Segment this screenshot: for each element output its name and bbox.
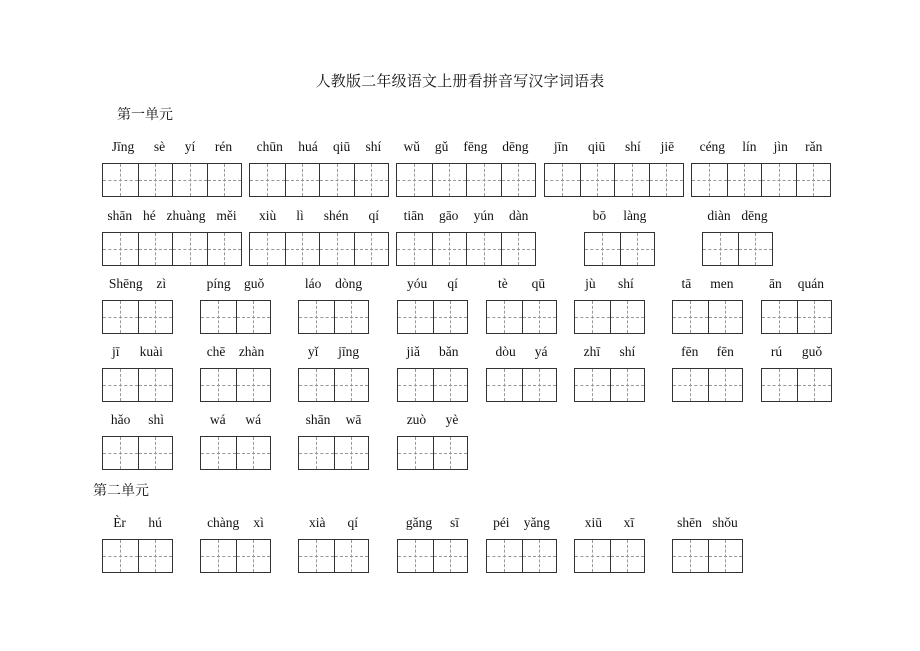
pinyin-row [486,515,557,531]
tianzige-grid [761,368,832,402]
pinyin-syllable: xià [308,515,326,530]
pinyin-syllable: rǎn [805,139,823,154]
tianzige-grid [574,368,645,402]
word-group [574,276,645,334]
writing-cell[interactable] [501,233,536,265]
pinyin-syllable: Jīng [111,139,135,154]
word-group [397,276,468,334]
pinyin-row [397,276,468,292]
writing-cell[interactable] [762,301,797,333]
writing-cell[interactable] [103,369,138,401]
tianzige-grid [298,368,369,402]
word-group [298,276,369,334]
pinyin-syllable: fēn [681,344,699,359]
pinyin-syllable: zuò [406,412,427,427]
pinyin-syllable: qí [447,276,458,291]
writing-cell[interactable] [103,164,138,196]
pinyin-syllable: yún [473,208,494,223]
writing-cell[interactable] [299,369,334,401]
pinyin-syllable: bō [592,208,607,223]
pinyin-syllable: zhàn [238,344,265,359]
pinyin-syllable: shí [619,344,636,359]
writing-cell[interactable] [708,540,743,572]
pinyin-syllable: qiū [587,139,606,154]
tianzige-grid [298,300,369,334]
pinyin-row [761,276,832,292]
tianzige-grid [298,539,369,573]
tianzige-grid [298,436,369,470]
tianzige-grid [200,436,271,470]
tianzige-grid [574,300,645,334]
pinyin-syllable: guǒ [244,276,265,291]
unit-heading: 第一单元 [117,108,173,123]
pinyin-syllable: men [710,276,734,291]
pinyin-syllable: hú [148,515,162,530]
writing-cell[interactable] [201,437,236,469]
tianzige-grid [544,163,684,197]
word-group [298,412,369,470]
pinyin-syllable: xì [253,515,264,530]
pinyin-row [200,515,271,531]
pinyin-row [702,208,773,224]
pinyin-syllable: yǎng [523,515,550,530]
tianzige-grid [102,368,173,402]
pinyin-syllable: wā [345,412,362,427]
writing-cell[interactable] [250,164,285,196]
pinyin-row [200,412,271,428]
pinyin-syllable: jù [585,276,596,291]
pinyin-row [584,208,655,224]
pinyin-syllable: chūn [256,139,283,154]
writing-cell[interactable] [620,233,655,265]
pinyin-row [396,208,536,224]
writing-cell[interactable] [319,233,354,265]
writing-cell[interactable] [738,233,773,265]
writing-cell[interactable] [796,164,831,196]
writing-cell[interactable] [610,540,645,572]
word-group [200,412,271,470]
pinyin-row [102,276,173,292]
pinyin-syllable: xī [623,515,635,530]
writing-cell[interactable] [285,164,320,196]
pinyin-syllable: huá [298,139,318,154]
word-group [397,344,468,402]
writing-cell[interactable] [522,369,557,401]
writing-cell[interactable] [649,164,684,196]
writing-cell[interactable] [334,301,369,333]
writing-cell[interactable] [487,369,522,401]
pinyin-syllable: jiē [660,139,675,154]
pinyin-syllable: shēn [677,515,702,530]
pinyin-row [486,344,557,360]
pinyin-syllable: guǒ [801,344,823,359]
pinyin-row [397,344,468,360]
word-group [397,515,468,573]
word-group [702,208,773,266]
writing-cell[interactable] [236,369,271,401]
writing-cell[interactable] [236,540,271,572]
pinyin-syllable: ān [769,276,782,291]
writing-cell[interactable] [580,164,615,196]
pinyin-row [761,344,832,360]
pinyin-syllable: chàng [207,515,240,530]
pinyin-row [544,139,684,155]
writing-cell[interactable] [761,164,796,196]
word-group [102,276,173,334]
writing-cell[interactable] [138,164,173,196]
pinyin-syllable: jìn [773,139,788,154]
writing-cell[interactable] [575,540,610,572]
pinyin-syllable: tè [497,276,508,291]
writing-cell[interactable] [398,301,433,333]
word-group [544,139,684,197]
tianzige-grid [486,539,557,573]
pinyin-syllable: qí [368,208,379,223]
writing-cell[interactable] [103,437,138,469]
writing-cell[interactable] [522,540,557,572]
pinyin-syllable: chē [206,344,226,359]
pinyin-syllable: dòu [495,344,516,359]
word-group [200,276,271,334]
pinyin-syllable: lín [742,139,757,154]
pinyin-syllable: zhī [583,344,601,359]
pinyin-row [574,276,645,292]
pinyin-syllable: quán [797,276,824,291]
writing-cell[interactable] [522,301,557,333]
pinyin-syllable: lì [296,208,304,223]
pinyin-syllable: gǔ [434,139,449,154]
pinyin-syllable: zì [156,276,167,291]
pinyin-syllable: diàn [707,208,731,223]
pinyin-syllable: yè [445,412,459,427]
tianzige-grid [486,368,557,402]
word-group [761,276,832,334]
writing-cell[interactable] [334,369,369,401]
tianzige-grid [397,436,468,470]
pinyin-row [298,515,369,531]
pinyin-syllable: dàn [508,208,529,223]
pinyin-syllable: jīng [338,344,360,359]
writing-cell[interactable] [614,164,649,196]
writing-cell[interactable] [762,369,797,401]
pinyin-syllable: zhuàng [166,208,206,223]
pinyin-syllable: gǎng [405,515,433,530]
writing-cell[interactable] [398,540,433,572]
pinyin-syllable: sī [450,515,460,530]
tianzige-grid [102,539,173,573]
writing-cell[interactable] [334,540,369,572]
pinyin-syllable: shí [365,139,382,154]
word-group [486,344,557,402]
pinyin-syllable: qiū [332,139,351,154]
writing-cell[interactable] [433,369,468,401]
tianzige-grid [249,232,389,266]
pinyin-syllable: xiù [258,208,277,223]
writing-cell[interactable] [138,437,173,469]
tianzige-grid [574,539,645,573]
tianzige-grid [691,163,831,197]
tianzige-grid [672,300,743,334]
writing-cell[interactable] [433,301,468,333]
word-group [672,344,743,402]
pinyin-syllable: tā [681,276,692,291]
word-group [584,208,655,266]
writing-cell[interactable] [201,540,236,572]
pinyin-syllable: jī [112,344,120,359]
writing-cell[interactable] [703,233,738,265]
writing-cell[interactable] [250,233,285,265]
pinyin-row [200,344,271,360]
pinyin-syllable: kuài [139,344,163,359]
tianzige-grid [200,368,271,402]
pinyin-syllable: hǎo [110,412,131,427]
pinyin-syllable: tiān [403,208,424,223]
writing-cell[interactable] [103,540,138,572]
tianzige-grid [584,232,655,266]
word-group [396,208,536,266]
pinyin-row [200,276,271,292]
pinyin-syllable: gāo [438,208,459,223]
tianzige-grid [397,539,468,573]
pinyin-syllable: bǎn [439,344,459,359]
tianzige-grid [200,300,271,334]
word-group [200,344,271,402]
word-group [102,344,173,402]
writing-cell[interactable] [285,233,320,265]
pinyin-syllable: qí [347,515,358,530]
word-group [672,276,743,334]
writing-cell[interactable] [207,233,242,265]
tianzige-grid [761,300,832,334]
writing-cell[interactable] [727,164,762,196]
writing-cell[interactable] [585,233,620,265]
word-group [761,344,832,402]
pinyin-syllable: rú [770,344,783,359]
pinyin-syllable: rén [214,139,233,154]
pinyin-syllable: fēng [463,139,488,154]
writing-cell[interactable] [433,437,468,469]
pinyin-syllable: yǐ [307,344,319,359]
pinyin-syllable: wá [245,412,262,427]
writing-cell[interactable] [398,369,433,401]
writing-cell[interactable] [432,164,467,196]
pinyin-syllable: wá [209,412,226,427]
writing-cell[interactable] [610,301,645,333]
word-group [249,208,389,266]
tianzige-grid [396,232,536,266]
pinyin-row [102,208,242,224]
pinyin-syllable: shān [107,208,133,223]
word-group [102,412,173,470]
word-group [102,208,242,266]
writing-cell[interactable] [708,369,743,401]
writing-cell[interactable] [172,233,207,265]
writing-cell[interactable] [299,540,334,572]
word-group [249,139,389,197]
pinyin-row [396,139,536,155]
pinyin-syllable: wǔ [403,139,420,154]
writing-cell[interactable] [466,233,501,265]
writing-cell[interactable] [797,369,832,401]
writing-cell[interactable] [299,437,334,469]
pinyin-syllable: xiū [584,515,603,530]
pinyin-syllable: shì [148,412,165,427]
pinyin-row [574,515,645,531]
pinyin-row [574,344,645,360]
writing-cell[interactable] [575,301,610,333]
writing-cell[interactable] [354,164,389,196]
pinyin-row [249,139,389,155]
writing-cell[interactable] [575,369,610,401]
writing-cell[interactable] [138,369,173,401]
writing-cell[interactable] [299,301,334,333]
writing-cell[interactable] [236,301,271,333]
writing-cell[interactable] [201,301,236,333]
pinyin-syllable: fēn [716,344,734,359]
pinyin-syllable: dòng [335,276,363,291]
pinyin-row [298,276,369,292]
pinyin-row [397,412,468,428]
writing-cell[interactable] [236,437,271,469]
tianzige-grid [102,300,173,334]
tianzige-grid [200,539,271,573]
pinyin-syllable: yí [184,139,196,154]
tianzige-grid [249,163,389,197]
writing-cell[interactable] [673,301,708,333]
pinyin-syllable: shén [323,208,349,223]
writing-cell[interactable] [201,369,236,401]
word-group [200,515,271,573]
writing-cell[interactable] [487,301,522,333]
word-group [691,139,831,197]
writing-cell[interactable] [207,164,242,196]
writing-cell[interactable] [673,369,708,401]
word-group [486,515,557,573]
writing-cell[interactable] [673,540,708,572]
word-group [574,344,645,402]
pinyin-row [102,344,173,360]
tianzige-grid [102,232,242,266]
tianzige-grid [397,300,468,334]
pinyin-row [486,276,557,292]
pinyin-row [672,276,743,292]
word-group [396,139,536,197]
pinyin-syllable: péi [493,515,510,530]
tianzige-grid [397,368,468,402]
writing-cell[interactable] [501,164,536,196]
writing-cell[interactable] [610,369,645,401]
pinyin-row [102,412,173,428]
pinyin-syllable: měi [216,208,237,223]
pinyin-syllable: shí [618,276,634,291]
pinyin-syllable: Shēng [108,276,143,291]
pinyin-row [691,139,831,155]
pinyin-row [249,208,389,224]
writing-cell[interactable] [397,164,432,196]
pinyin-syllable: hé [142,208,156,223]
pinyin-row [298,344,369,360]
writing-cell[interactable] [138,233,173,265]
tianzige-grid [102,436,173,470]
pinyin-row [102,139,242,155]
writing-cell[interactable] [487,540,522,572]
writing-cell[interactable] [319,164,354,196]
writing-cell[interactable] [797,301,832,333]
writing-cell[interactable] [138,301,173,333]
writing-cell[interactable] [172,164,207,196]
tianzige-grid [672,539,743,573]
writing-cell[interactable] [466,164,501,196]
word-group [298,344,369,402]
pinyin-row [672,344,743,360]
unit-heading: 第二单元 [93,484,149,499]
tianzige-grid [702,232,773,266]
word-group [102,139,242,197]
pinyin-syllable: sè [153,139,166,154]
pinyin-row [298,412,369,428]
pinyin-syllable: shān [305,412,331,427]
pinyin-syllable: làng [623,208,647,223]
writing-cell[interactable] [708,301,743,333]
tianzige-grid [102,163,242,197]
pinyin-row [672,515,743,531]
writing-cell[interactable] [398,437,433,469]
pinyin-syllable: dēng [502,139,529,154]
writing-cell[interactable] [692,164,727,196]
tianzige-grid [396,163,536,197]
pinyin-syllable: shí [625,139,641,154]
page-title: 人教版二年级语文上册看拼音写汉字词语表 [315,74,605,90]
tianzige-grid [486,300,557,334]
pinyin-syllable: yá [534,344,548,359]
pinyin-row [102,515,173,531]
pinyin-syllable: qū [531,276,546,291]
writing-cell[interactable] [334,437,369,469]
writing-cell[interactable] [432,233,467,265]
writing-cell[interactable] [138,540,173,572]
writing-cell[interactable] [397,233,432,265]
pinyin-row [397,515,468,531]
writing-cell[interactable] [545,164,580,196]
pinyin-syllable: yóu [407,276,428,291]
writing-cell[interactable] [103,301,138,333]
pinyin-syllable: láo [304,276,322,291]
tianzige-grid [672,368,743,402]
writing-cell[interactable] [354,233,389,265]
word-group [574,515,645,573]
pinyin-syllable: jiǎ [406,344,420,359]
pinyin-syllable: dēng [741,208,768,223]
pinyin-syllable: céng [699,139,726,154]
pinyin-syllable: Èr [113,515,126,530]
word-group [486,276,557,334]
pinyin-syllable: jīn [553,139,569,154]
pinyin-syllable: píng [206,276,231,291]
writing-cell[interactable] [433,540,468,572]
word-group [298,515,369,573]
word-group [102,515,173,573]
writing-cell[interactable] [103,233,138,265]
pinyin-syllable: shǒu [712,515,738,530]
word-group [397,412,468,470]
word-group [672,515,743,573]
